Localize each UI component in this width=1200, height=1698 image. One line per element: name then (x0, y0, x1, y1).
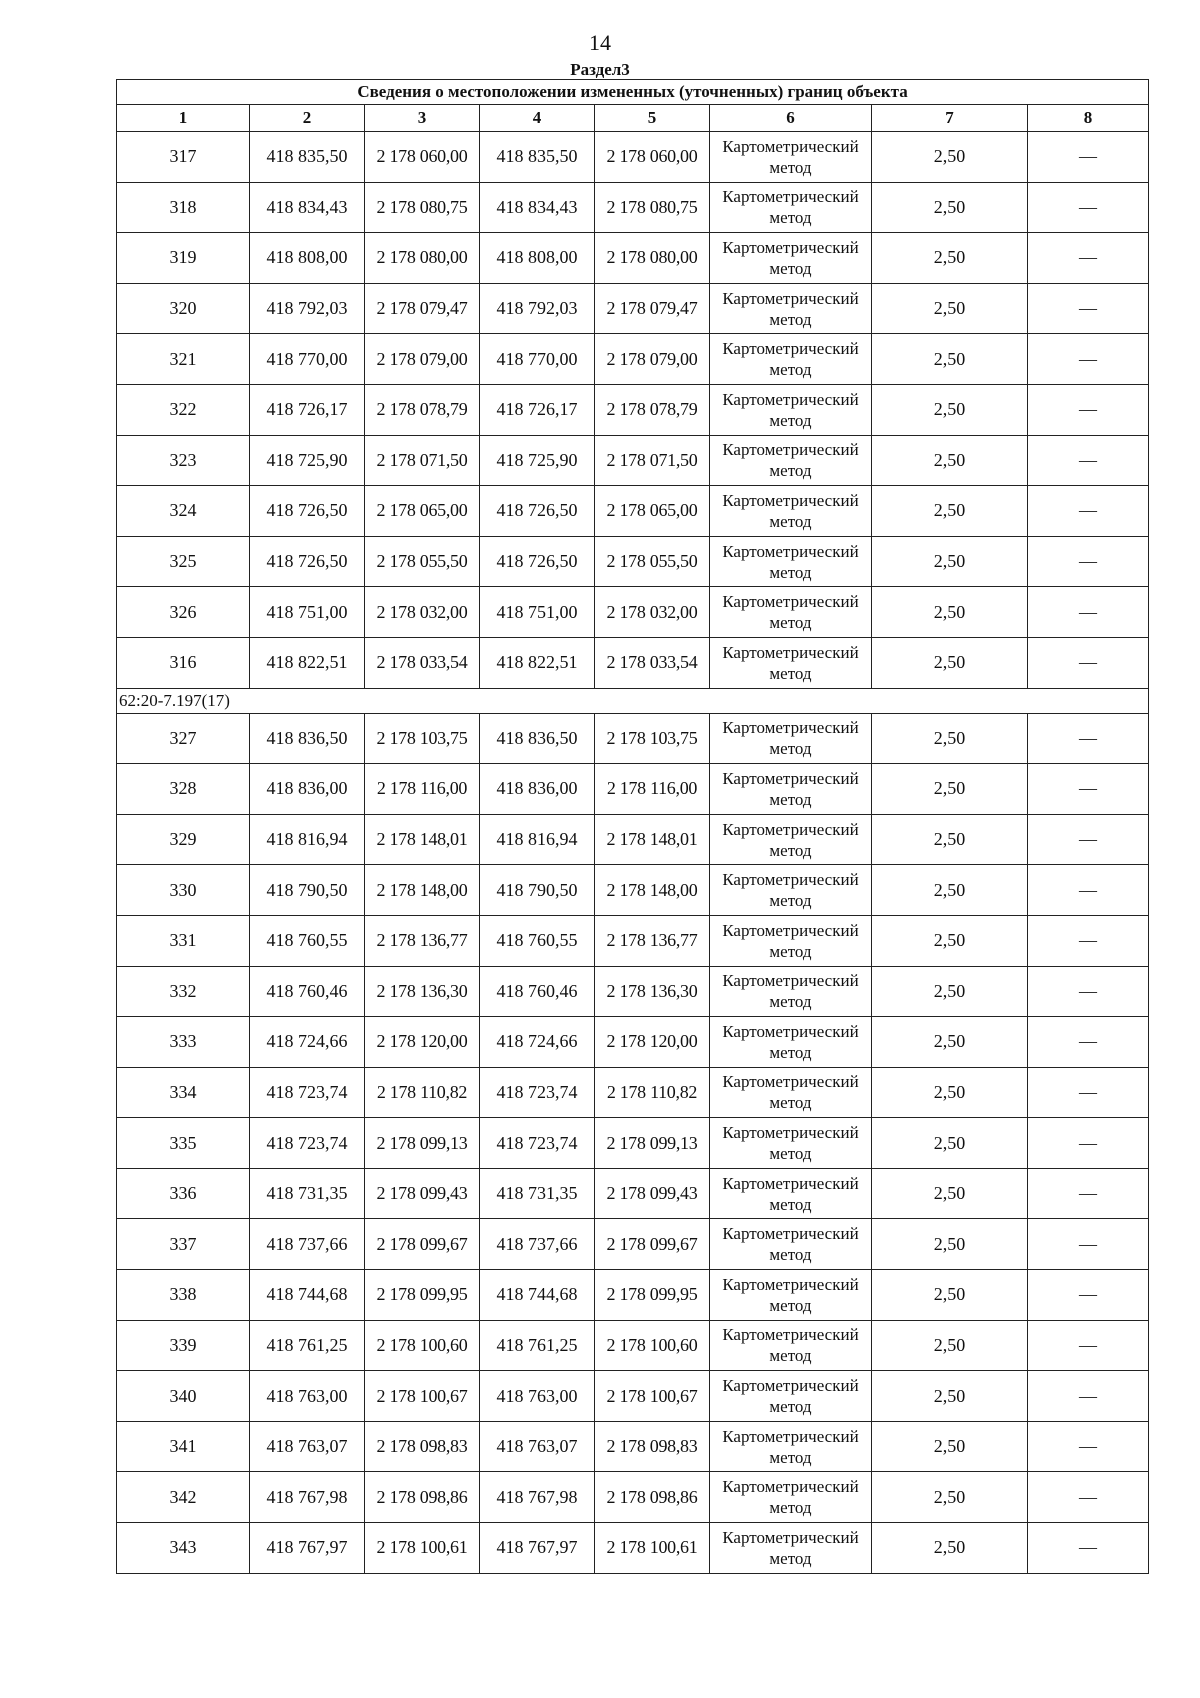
accuracy-cell: 2,50 (872, 1472, 1028, 1523)
point-number-cell: 316 (117, 637, 250, 688)
accuracy-cell: 2,50 (872, 384, 1028, 435)
method-cell: Картометрический метод (710, 865, 872, 916)
accuracy-cell: 2,50 (872, 536, 1028, 587)
coordinate-y-cell: 2 178 103,75 (365, 713, 480, 764)
description-cell: — (1028, 764, 1149, 815)
coordinate-y-cell: 2 178 032,00 (365, 587, 480, 638)
coordinate-x-cell: 418 836,00 (480, 764, 595, 815)
coordinate-x-cell: 418 761,25 (480, 1320, 595, 1371)
coordinate-y-cell: 2 178 078,79 (595, 384, 710, 435)
accuracy-cell: 2,50 (872, 334, 1028, 385)
point-number-cell: 323 (117, 435, 250, 486)
coordinate-x-cell: 418 822,51 (250, 637, 365, 688)
accuracy-cell: 2,50 (872, 637, 1028, 688)
coordinate-x-cell: 418 737,66 (250, 1219, 365, 1270)
coordinate-x-cell: 418 792,03 (480, 283, 595, 334)
column-number: 2 (250, 105, 365, 132)
point-number-cell: 330 (117, 865, 250, 916)
coordinate-y-cell: 2 178 136,77 (365, 915, 480, 966)
coordinate-x-cell: 418 737,66 (480, 1219, 595, 1270)
coordinate-y-cell: 2 178 032,00 (595, 587, 710, 638)
accuracy-cell: 2,50 (872, 1219, 1028, 1270)
description-cell: — (1028, 536, 1149, 587)
method-cell: Картометрический метод (710, 1320, 872, 1371)
description-cell: — (1028, 1017, 1149, 1068)
coordinate-x-cell: 418 726,17 (250, 384, 365, 435)
column-number: 3 (365, 105, 480, 132)
column-number-row (117, 105, 1149, 132)
accuracy-cell: 2,50 (872, 182, 1028, 233)
method-cell: Картометрический метод (710, 1270, 872, 1321)
column-number: 7 (872, 105, 1028, 132)
coordinate-x-cell: 418 751,00 (480, 587, 595, 638)
coordinate-x-cell: 418 760,46 (480, 966, 595, 1017)
column-number: 6 (710, 105, 872, 132)
coordinate-y-cell: 2 178 079,00 (595, 334, 710, 385)
method-cell: Картометрический метод (710, 1523, 872, 1574)
method-cell: Картометрический метод (710, 384, 872, 435)
coordinate-y-cell: 2 178 099,13 (365, 1118, 480, 1169)
description-cell: — (1028, 1523, 1149, 1574)
accuracy-cell: 2,50 (872, 1168, 1028, 1219)
table-row (117, 915, 1149, 966)
method-cell: Картометрический метод (710, 764, 872, 815)
accuracy-cell: 2,50 (872, 915, 1028, 966)
point-number-cell: 334 (117, 1067, 250, 1118)
point-number-cell: 318 (117, 182, 250, 233)
accuracy-cell: 2,50 (872, 1067, 1028, 1118)
description-cell: — (1028, 814, 1149, 865)
accuracy-cell: 2,50 (872, 1523, 1028, 1574)
table-row (117, 334, 1149, 385)
description-cell: — (1028, 1219, 1149, 1270)
method-cell: Картометрический метод (710, 1472, 872, 1523)
coordinate-y-cell: 2 178 136,30 (365, 966, 480, 1017)
point-number-cell: 337 (117, 1219, 250, 1270)
coordinate-x-cell: 418 816,94 (250, 814, 365, 865)
point-number-cell: 321 (117, 334, 250, 385)
description-cell: — (1028, 384, 1149, 435)
coordinate-y-cell: 2 178 080,00 (595, 233, 710, 284)
coordinate-y-cell: 2 178 071,50 (365, 435, 480, 486)
coordinate-x-cell: 418 726,17 (480, 384, 595, 435)
point-number-cell: 327 (117, 713, 250, 764)
table-row (117, 384, 1149, 435)
coordinate-y-cell: 2 178 120,00 (595, 1017, 710, 1068)
column-number: 1 (117, 105, 250, 132)
table-row (117, 1017, 1149, 1068)
coordinate-x-cell: 418 816,94 (480, 814, 595, 865)
coordinate-y-cell: 2 178 148,00 (595, 865, 710, 916)
coordinate-x-cell: 418 767,97 (250, 1523, 365, 1574)
coordinate-x-cell: 418 808,00 (480, 233, 595, 284)
description-cell: — (1028, 713, 1149, 764)
description-cell: — (1028, 915, 1149, 966)
group-label-row (117, 688, 1149, 713)
coordinate-y-cell: 2 178 116,00 (365, 764, 480, 815)
description-cell: — (1028, 334, 1149, 385)
method-cell: Картометрический метод (710, 1421, 872, 1472)
description-cell: — (1028, 132, 1149, 183)
section-title: Раздел3 (570, 60, 630, 79)
coordinate-x-cell: 418 760,55 (480, 915, 595, 966)
point-number-cell: 338 (117, 1270, 250, 1321)
coordinate-x-cell: 418 726,50 (250, 486, 365, 537)
method-cell: Картометрический метод (710, 334, 872, 385)
coordinate-x-cell: 418 760,55 (250, 915, 365, 966)
description-cell: — (1028, 1320, 1149, 1371)
accuracy-cell: 2,50 (872, 233, 1028, 284)
description-cell: — (1028, 182, 1149, 233)
coordinate-x-cell: 418 744,68 (250, 1270, 365, 1321)
coordinate-y-cell: 2 178 099,95 (365, 1270, 480, 1321)
point-number-cell: 331 (117, 915, 250, 966)
coordinate-x-cell: 418 763,00 (250, 1371, 365, 1422)
coordinate-y-cell: 2 178 100,67 (595, 1371, 710, 1422)
point-number-cell: 319 (117, 233, 250, 284)
point-number-cell: 322 (117, 384, 250, 435)
table-row (117, 1270, 1149, 1321)
coordinate-x-cell: 418 763,07 (250, 1421, 365, 1472)
point-number-cell: 332 (117, 966, 250, 1017)
coordinate-x-cell: 418 723,74 (480, 1118, 595, 1169)
coordinate-x-cell: 418 836,00 (250, 764, 365, 815)
coordinate-y-cell: 2 178 060,00 (365, 132, 480, 183)
table-row (117, 1320, 1149, 1371)
coordinate-x-cell: 418 790,50 (250, 865, 365, 916)
coordinate-y-cell: 2 178 080,75 (595, 182, 710, 233)
table-row (117, 1219, 1149, 1270)
accuracy-cell: 2,50 (872, 283, 1028, 334)
description-cell: — (1028, 966, 1149, 1017)
coordinate-x-cell: 418 726,50 (250, 536, 365, 587)
table-row (117, 132, 1149, 183)
point-number-cell: 340 (117, 1371, 250, 1422)
accuracy-cell: 2,50 (872, 966, 1028, 1017)
point-number-cell: 317 (117, 132, 250, 183)
table-row (117, 486, 1149, 537)
coordinate-x-cell: 418 763,00 (480, 1371, 595, 1422)
coordinate-y-cell: 2 178 098,86 (365, 1472, 480, 1523)
method-cell: Картометрический метод (710, 1118, 872, 1169)
coordinate-y-cell: 2 178 098,83 (365, 1421, 480, 1472)
table-row (117, 637, 1149, 688)
accuracy-cell: 2,50 (872, 865, 1028, 916)
table-body (117, 132, 1149, 1574)
table-row (117, 233, 1149, 284)
coordinate-x-cell: 418 731,35 (250, 1168, 365, 1219)
coordinate-x-cell: 418 763,07 (480, 1421, 595, 1472)
description-cell: — (1028, 1270, 1149, 1321)
coordinate-x-cell: 418 836,50 (480, 713, 595, 764)
coordinate-y-cell: 2 178 065,00 (595, 486, 710, 537)
coordinate-y-cell: 2 178 100,61 (595, 1523, 710, 1574)
coordinate-y-cell: 2 178 099,95 (595, 1270, 710, 1321)
coordinate-x-cell: 418 822,51 (480, 637, 595, 688)
coordinate-y-cell: 2 178 099,67 (365, 1219, 480, 1270)
coordinate-y-cell: 2 178 098,86 (595, 1472, 710, 1523)
point-number-cell: 333 (117, 1017, 250, 1068)
method-cell: Картометрический метод (710, 1067, 872, 1118)
accuracy-cell: 2,50 (872, 713, 1028, 764)
method-cell: Картометрический метод (710, 182, 872, 233)
point-number-cell: 336 (117, 1168, 250, 1219)
table-row (117, 283, 1149, 334)
table-row (117, 1371, 1149, 1422)
table-row (117, 1421, 1149, 1472)
coordinate-x-cell: 418 835,50 (250, 132, 365, 183)
table-row (117, 1067, 1149, 1118)
accuracy-cell: 2,50 (872, 764, 1028, 815)
coordinate-y-cell: 2 178 103,75 (595, 713, 710, 764)
accuracy-cell: 2,50 (872, 435, 1028, 486)
coordinate-y-cell: 2 178 100,67 (365, 1371, 480, 1422)
coordinate-y-cell: 2 178 033,54 (595, 637, 710, 688)
coordinate-y-cell: 2 178 079,47 (595, 283, 710, 334)
coordinate-x-cell: 418 724,66 (250, 1017, 365, 1068)
description-cell: — (1028, 283, 1149, 334)
description-cell: — (1028, 1371, 1149, 1422)
coordinate-x-cell: 418 770,00 (480, 334, 595, 385)
method-cell: Картометрический метод (710, 283, 872, 334)
coordinate-y-cell: 2 178 148,01 (365, 814, 480, 865)
accuracy-cell: 2,50 (872, 587, 1028, 638)
coordinate-x-cell: 418 723,74 (250, 1118, 365, 1169)
method-cell: Картометрический метод (710, 132, 872, 183)
coordinate-y-cell: 2 178 099,67 (595, 1219, 710, 1270)
accuracy-cell: 2,50 (872, 132, 1028, 183)
method-cell: Картометрический метод (710, 435, 872, 486)
method-cell: Картометрический метод (710, 966, 872, 1017)
coordinate-y-cell: 2 178 100,61 (365, 1523, 480, 1574)
method-cell: Картометрический метод (710, 915, 872, 966)
column-number: 8 (1028, 105, 1149, 132)
point-number-cell: 325 (117, 536, 250, 587)
table-row (117, 865, 1149, 916)
coordinate-x-cell: 418 760,46 (250, 966, 365, 1017)
method-cell: Картометрический метод (710, 1168, 872, 1219)
point-number-cell: 343 (117, 1523, 250, 1574)
coordinate-y-cell: 2 178 071,50 (595, 435, 710, 486)
coordinate-y-cell: 2 178 116,00 (595, 764, 710, 815)
coordinate-y-cell: 2 178 079,00 (365, 334, 480, 385)
table-row (117, 1168, 1149, 1219)
method-cell: Картометрический метод (710, 486, 872, 537)
coordinate-y-cell: 2 178 078,79 (365, 384, 480, 435)
coordinate-y-cell: 2 178 136,77 (595, 915, 710, 966)
table-row (117, 536, 1149, 587)
coordinate-x-cell: 418 792,03 (250, 283, 365, 334)
coordinate-x-cell: 418 725,90 (250, 435, 365, 486)
table-row (117, 587, 1149, 638)
coordinate-x-cell: 418 723,74 (480, 1067, 595, 1118)
method-cell: Картометрический метод (710, 1017, 872, 1068)
coordinate-y-cell: 2 178 136,30 (595, 966, 710, 1017)
coordinate-x-cell: 418 836,50 (250, 713, 365, 764)
point-number-cell: 335 (117, 1118, 250, 1169)
column-number: 5 (595, 105, 710, 132)
coordinate-y-cell: 2 178 065,00 (365, 486, 480, 537)
point-number-cell: 339 (117, 1320, 250, 1371)
coordinate-y-cell: 2 178 080,75 (365, 182, 480, 233)
description-cell: — (1028, 1118, 1149, 1169)
table-row (117, 713, 1149, 764)
column-number: 4 (480, 105, 595, 132)
description-cell: — (1028, 486, 1149, 537)
coordinate-x-cell: 418 767,97 (480, 1523, 595, 1574)
coordinate-x-cell: 418 726,50 (480, 536, 595, 587)
coordinate-y-cell: 2 178 080,00 (365, 233, 480, 284)
point-number-cell: 342 (117, 1472, 250, 1523)
table-row (117, 435, 1149, 486)
boundary-coordinates-table (116, 79, 1149, 1574)
accuracy-cell: 2,50 (872, 1320, 1028, 1371)
page-number: 14 (589, 30, 611, 55)
description-cell: — (1028, 637, 1149, 688)
method-cell: Картометрический метод (710, 587, 872, 638)
coordinate-y-cell: 2 178 099,43 (595, 1168, 710, 1219)
point-number-cell: 326 (117, 587, 250, 638)
point-number-cell: 341 (117, 1421, 250, 1472)
coordinate-y-cell: 2 178 148,01 (595, 814, 710, 865)
method-cell: Картометрический метод (710, 637, 872, 688)
accuracy-cell: 2,50 (872, 814, 1028, 865)
coordinate-y-cell: 2 178 055,50 (365, 536, 480, 587)
coordinate-y-cell: 2 178 100,60 (595, 1320, 710, 1371)
accuracy-cell: 2,50 (872, 1270, 1028, 1321)
table-row (117, 1472, 1149, 1523)
table-caption-row (117, 80, 1149, 105)
coordinate-x-cell: 418 744,68 (480, 1270, 595, 1321)
coordinate-x-cell: 418 723,74 (250, 1067, 365, 1118)
table-row (117, 966, 1149, 1017)
coordinate-x-cell: 418 835,50 (480, 132, 595, 183)
coordinate-y-cell: 2 178 100,60 (365, 1320, 480, 1371)
coordinate-x-cell: 418 770,00 (250, 334, 365, 385)
method-cell: Картометрический метод (710, 814, 872, 865)
table-row (117, 764, 1149, 815)
description-cell: — (1028, 1421, 1149, 1472)
accuracy-cell: 2,50 (872, 1118, 1028, 1169)
point-number-cell: 328 (117, 764, 250, 815)
description-cell: — (1028, 1472, 1149, 1523)
coordinate-y-cell: 2 178 098,83 (595, 1421, 710, 1472)
table-caption: Сведения о местоположении измененных (уточненных) границ объекта (117, 80, 1149, 105)
coordinate-y-cell: 2 178 099,43 (365, 1168, 480, 1219)
coordinate-y-cell: 2 178 055,50 (595, 536, 710, 587)
group-label: 62:20-7.197(17) (117, 688, 1149, 713)
method-cell: Картометрический метод (710, 233, 872, 284)
accuracy-cell: 2,50 (872, 1017, 1028, 1068)
table-row (117, 814, 1149, 865)
coordinate-x-cell: 418 767,98 (250, 1472, 365, 1523)
coordinate-y-cell: 2 178 099,13 (595, 1118, 710, 1169)
point-number-cell: 329 (117, 814, 250, 865)
coordinate-y-cell: 2 178 079,47 (365, 283, 480, 334)
method-cell: Картометрический метод (710, 713, 872, 764)
point-number-cell: 320 (117, 283, 250, 334)
method-cell: Картометрический метод (710, 1219, 872, 1270)
coordinate-y-cell: 2 178 110,82 (365, 1067, 480, 1118)
coordinate-x-cell: 418 834,43 (250, 182, 365, 233)
coordinate-y-cell: 2 178 060,00 (595, 132, 710, 183)
coordinate-x-cell: 418 726,50 (480, 486, 595, 537)
coordinate-x-cell: 418 725,90 (480, 435, 595, 486)
accuracy-cell: 2,50 (872, 486, 1028, 537)
accuracy-cell: 2,50 (872, 1421, 1028, 1472)
description-cell: — (1028, 865, 1149, 916)
coordinate-x-cell: 418 808,00 (250, 233, 365, 284)
method-cell: Картометрический метод (710, 1371, 872, 1422)
description-cell: — (1028, 233, 1149, 284)
coordinate-x-cell: 418 751,00 (250, 587, 365, 638)
coordinate-x-cell: 418 834,43 (480, 182, 595, 233)
accuracy-cell: 2,50 (872, 1371, 1028, 1422)
point-number-cell: 324 (117, 486, 250, 537)
coordinate-x-cell: 418 724,66 (480, 1017, 595, 1068)
coordinate-y-cell: 2 178 110,82 (595, 1067, 710, 1118)
table-row (117, 1523, 1149, 1574)
description-cell: — (1028, 1168, 1149, 1219)
coordinate-x-cell: 418 761,25 (250, 1320, 365, 1371)
coordinate-x-cell: 418 790,50 (480, 865, 595, 916)
method-cell: Картометрический метод (710, 536, 872, 587)
coordinate-y-cell: 2 178 033,54 (365, 637, 480, 688)
description-cell: — (1028, 435, 1149, 486)
coordinate-x-cell: 418 767,98 (480, 1472, 595, 1523)
coordinate-y-cell: 2 178 120,00 (365, 1017, 480, 1068)
coordinate-y-cell: 2 178 148,00 (365, 865, 480, 916)
description-cell: — (1028, 1067, 1149, 1118)
description-cell: — (1028, 587, 1149, 638)
table-row (117, 1118, 1149, 1169)
table-row (117, 182, 1149, 233)
coordinate-x-cell: 418 731,35 (480, 1168, 595, 1219)
